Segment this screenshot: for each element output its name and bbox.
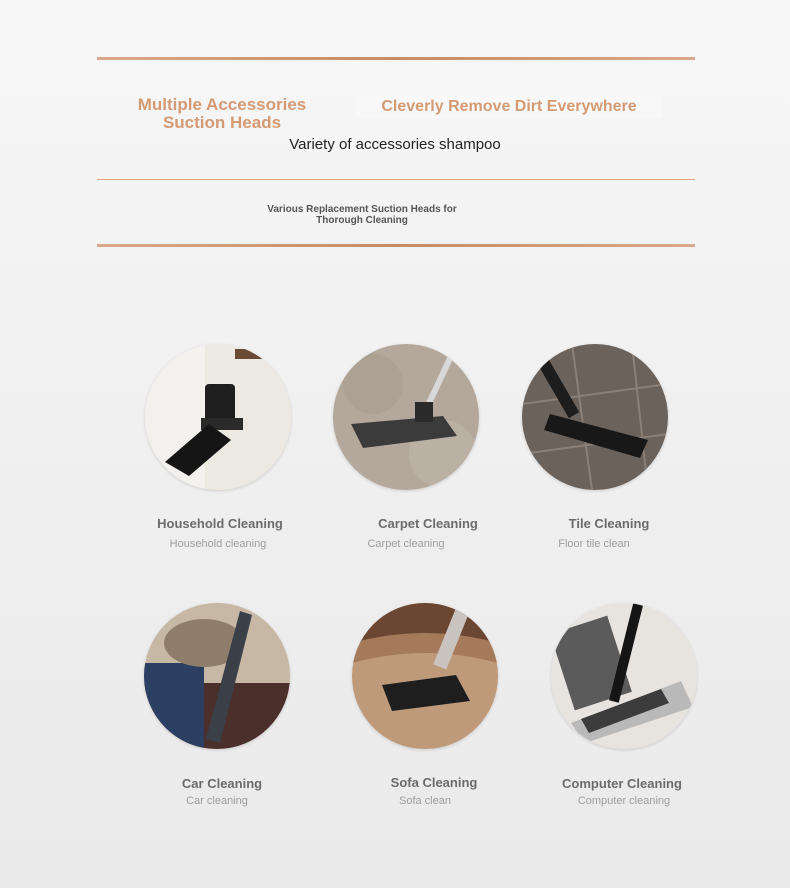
headline-remove-dirt: Cleverly Remove Dirt Everywhere	[356, 96, 662, 118]
item-subtitle: Computer cleaning	[577, 795, 671, 807]
crevice-tool-icon	[144, 603, 290, 749]
item-title: Computer Cleaning	[562, 776, 682, 791]
item-title: Carpet Cleaning	[378, 516, 478, 531]
item-subtitle: Household cleaning	[169, 538, 267, 550]
item-subtitle: Carpet cleaning	[367, 538, 445, 550]
top-divider	[97, 57, 695, 60]
item-subtitle: Car cleaning	[186, 795, 248, 807]
tile-head-icon	[522, 344, 668, 490]
subheadline: Variety of accessories shampoo	[289, 136, 501, 153]
item-title: Sofa Cleaning	[390, 775, 478, 790]
caption-replacement-heads: Various Replacement Suction Heads for Thorough Cleaning	[267, 204, 457, 226]
item-title: Tile Cleaning	[568, 516, 650, 531]
item-title: Car Cleaning	[181, 776, 263, 791]
bottom-divider	[97, 244, 695, 247]
item-title: Household Cleaning	[157, 516, 283, 531]
middle-divider	[97, 179, 695, 180]
brush-head-icon	[145, 344, 291, 490]
upholstery-head-icon	[352, 603, 498, 749]
item-subtitle: Floor tile clean	[558, 538, 630, 550]
headline-accessories: Multiple Accessories Suction Heads	[137, 95, 307, 132]
floor-head-icon	[333, 344, 479, 490]
item-subtitle: Sofa clean	[399, 795, 451, 807]
keyboard-nozzle-icon	[551, 603, 697, 749]
